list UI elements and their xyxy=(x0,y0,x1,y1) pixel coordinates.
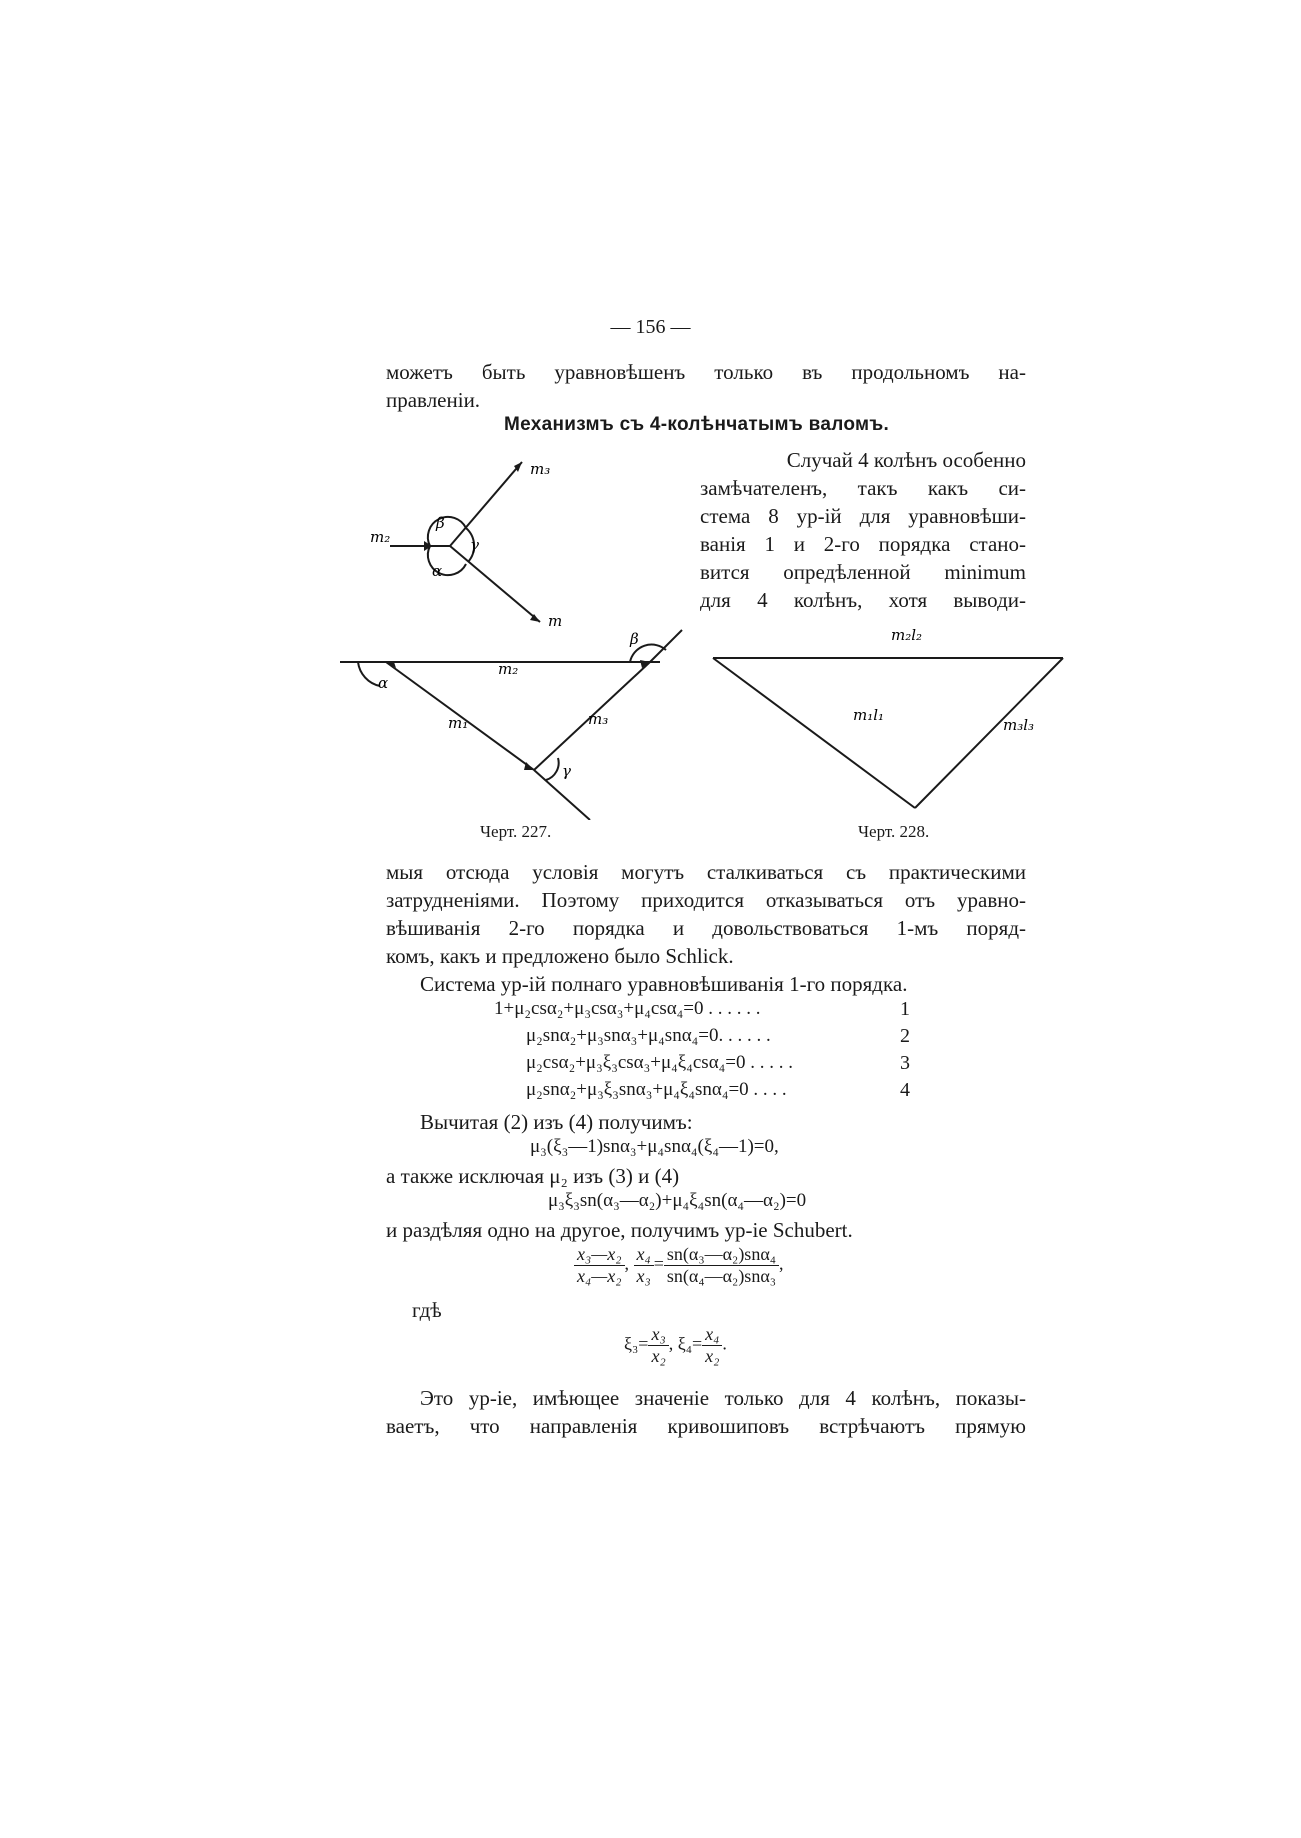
equation-4-number: 4 xyxy=(900,1079,910,1101)
after-figure-line-3: вѣшиванія 2-го порядка и довольствоваться 1-мъ поряд- xyxy=(386,916,1026,940)
label-m1: m₁ xyxy=(448,714,469,732)
col-line: стема 8 ур-ій для уравновѣши- xyxy=(700,504,1026,528)
subtract-line: Вычитая (2) изъ (4) получимъ: xyxy=(420,1110,693,1134)
fraction: $\frac{\text{sn(α₃—α₂)snα₄}}{\text{sn(α₄—α₂)snα₃}}$ xyxy=(664,1244,779,1287)
label-gamma: γ xyxy=(562,762,571,780)
final-line-1: Это ур-іе, имѣющее значеніе только для 4 колѣнъ, показы- xyxy=(420,1386,1026,1410)
equation-3-number: 3 xyxy=(900,1052,910,1074)
exclude-equation: μ₃ξ₃sn(α₃—α₂)+μ₄ξ₄sn(α₄—α₂)=0 xyxy=(548,1190,807,1211)
equation-3: μ₂csα₂+μ₃ξ₃csα₃+μ₄ξ₄csα₄=0 . . . . . xyxy=(526,1052,793,1073)
col-line: вится опредѣленной minimum xyxy=(700,560,1026,584)
col-line: замѣчателенъ, такъ какъ си- xyxy=(700,476,1026,500)
intro-line-2: правленіи. xyxy=(386,388,481,412)
label-m3: m₃ xyxy=(588,710,609,728)
fraction: $\frac{\text{x₃}}{\text{x₂}}$ xyxy=(648,1324,668,1367)
figure-227 xyxy=(330,620,690,820)
figure-227-caption: Черт. 227. xyxy=(480,822,552,841)
label-m1l1: m₁l₁ xyxy=(853,706,885,724)
figure-228 xyxy=(705,610,1085,820)
col-line: для 4 колѣнъ, хотя выводи- xyxy=(700,588,1026,612)
col-line: Случай 4 колѣнъ особенно xyxy=(786,448,1026,472)
equation-2: μ₂snα₂+μ₃snα₃+μ₄snα₄=0. . . . . . xyxy=(526,1025,771,1046)
label-m2l2: m₂l₂ xyxy=(891,626,923,644)
after-figure-line-1: мыя отсюда условія могутъ сталкиваться съ практическими xyxy=(386,860,1026,884)
label-alpha: α xyxy=(432,562,443,580)
fraction: $\frac{\text{x₄}}{\text{x₂}}$ xyxy=(702,1324,722,1367)
figure-228-caption: Черт. 228. xyxy=(858,822,930,841)
label-m2: m₂ xyxy=(498,660,519,678)
label-gamma: γ xyxy=(470,536,479,554)
system-heading: Система ур-ій полнаго уравновѣшиванія 1-го порядка. xyxy=(420,972,908,996)
label-m3: m₃ xyxy=(530,460,551,478)
equation-4: μ₂snα₂+μ₃ξ₃snα₃+μ₄ξ₄snα₄=0 . . . . xyxy=(526,1079,787,1100)
label-m: m xyxy=(548,612,563,630)
equation-1: 1+μ₂csα₂+μ₃csα₃+μ₄csα₄=0 . . . . . . xyxy=(494,998,761,1019)
subtract-equation: μ₃(ξ₃—1)snα₃+μ₄snα₄(ξ₄—1)=0, xyxy=(530,1136,779,1157)
label-m3l3: m₃l₃ xyxy=(1003,716,1035,734)
after-figure-line-4: комъ, какъ и предложено было Schlick. xyxy=(386,944,734,968)
intro-line-1: можетъ быть уравновѣшенъ только въ продольномъ на- xyxy=(386,360,1026,384)
label-m2: m₂ xyxy=(370,528,391,546)
where-label: гдѣ xyxy=(412,1298,442,1322)
equation-1-number: 1 xyxy=(900,998,910,1020)
section-heading: Механизмъ съ 4-колѣнчатымъ валомъ. xyxy=(504,414,890,435)
page-number: — 156 — xyxy=(610,316,691,338)
fraction: $\frac{\text{x₃—x₂}}{\text{x₄—x₂}}$ xyxy=(574,1244,625,1287)
final-line-2: ваетъ, что направленія кривошиповъ встрѣчаютъ прямую xyxy=(386,1414,1026,1438)
equation-2-number: 2 xyxy=(900,1025,910,1047)
exclude-line: а также исключая μ₂ изъ (3) и (4) xyxy=(386,1164,680,1188)
fraction: $\frac{\text{x₄}}{\text{x₃}}$ xyxy=(634,1244,654,1287)
xi-definitions: ξ₃= $\frac{\text{x₃}}{\text{x₂}}$ , ξ₄= $\frac{\text{x₄}}{\text{x₂}}$ . xyxy=(624,1324,727,1366)
after-figure-line-2: затрудненіями. Поэтому приходится отказываться отъ уравно- xyxy=(386,888,1026,912)
col-line: ванія 1 и 2-го порядка стано- xyxy=(700,532,1026,556)
label-beta: β xyxy=(436,514,445,532)
crank-star-diagram xyxy=(370,450,590,640)
divide-line: и раздѣляя одно на другое, получимъ ур-іе Schubert. xyxy=(386,1218,853,1242)
label-beta: β xyxy=(630,630,639,648)
label-alpha: α xyxy=(378,674,389,692)
schubert-equation: $\frac{\text{x₃—x₂}}{\text{x₄—x₂}}$ , $\frac{\text{x₄}}{\text{x₃}}$ = $\frac{\text{sn(α₃—α₂)snα₄}}{\text{sn(α₄—α₂)snα₃}}$ , xyxy=(574,1244,784,1287)
